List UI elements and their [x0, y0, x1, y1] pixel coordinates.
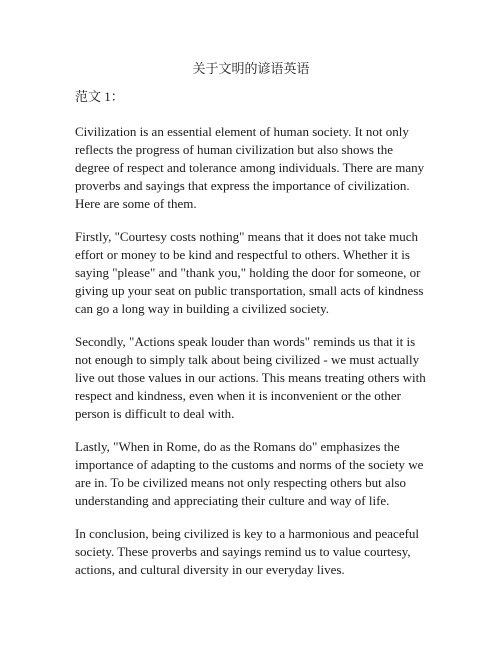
paragraph-secondly: Secondly, "Actions speak louder than words" reminds us that it is not enough to simply talk about being civilized - we must actually live out those values in our actions. This means treating others with respect and kindness, even when it is inconvenient or the other person is difficult to deal with.	[75, 334, 426, 421]
section-label: 范文 1：	[75, 89, 124, 104]
paragraph-intro: Civilization is an essential element of human society. It not only reflects the progress of human civilization but also shows the degree of respect and tolerance among individuals. There are many proverbs and sayings that express the importance of civilization. Here are some of them.	[75, 124, 425, 211]
page-title: 关于文明的谚语英语	[192, 61, 310, 76]
paragraph-conclusion: In conclusion, being civilized is key to a harmonious and peaceful society. These proverbs and sayings remind us to value courtesy, actions, and cultural diversity in our everyday lives.	[75, 526, 420, 577]
essay-body	[75, 123, 428, 594]
paragraph-lastly: Lastly, "When in Rome, do as the Romans do" emphasizes the importance of adapting to the customs and norms of the society we are in. To be civilized means not only respecting others but also understanding and appreciating their culture and way of life.	[75, 439, 424, 508]
paragraph-firstly: Firstly, "Courtesy costs nothing" means that it does not take much effort or money to be kind and respectful to others. Whether it is saying "please" and "thank you," holding the door for someone, or giving up your seat on public transportation, small acts of kindness can go a long way in building a civilized society.	[75, 229, 424, 316]
